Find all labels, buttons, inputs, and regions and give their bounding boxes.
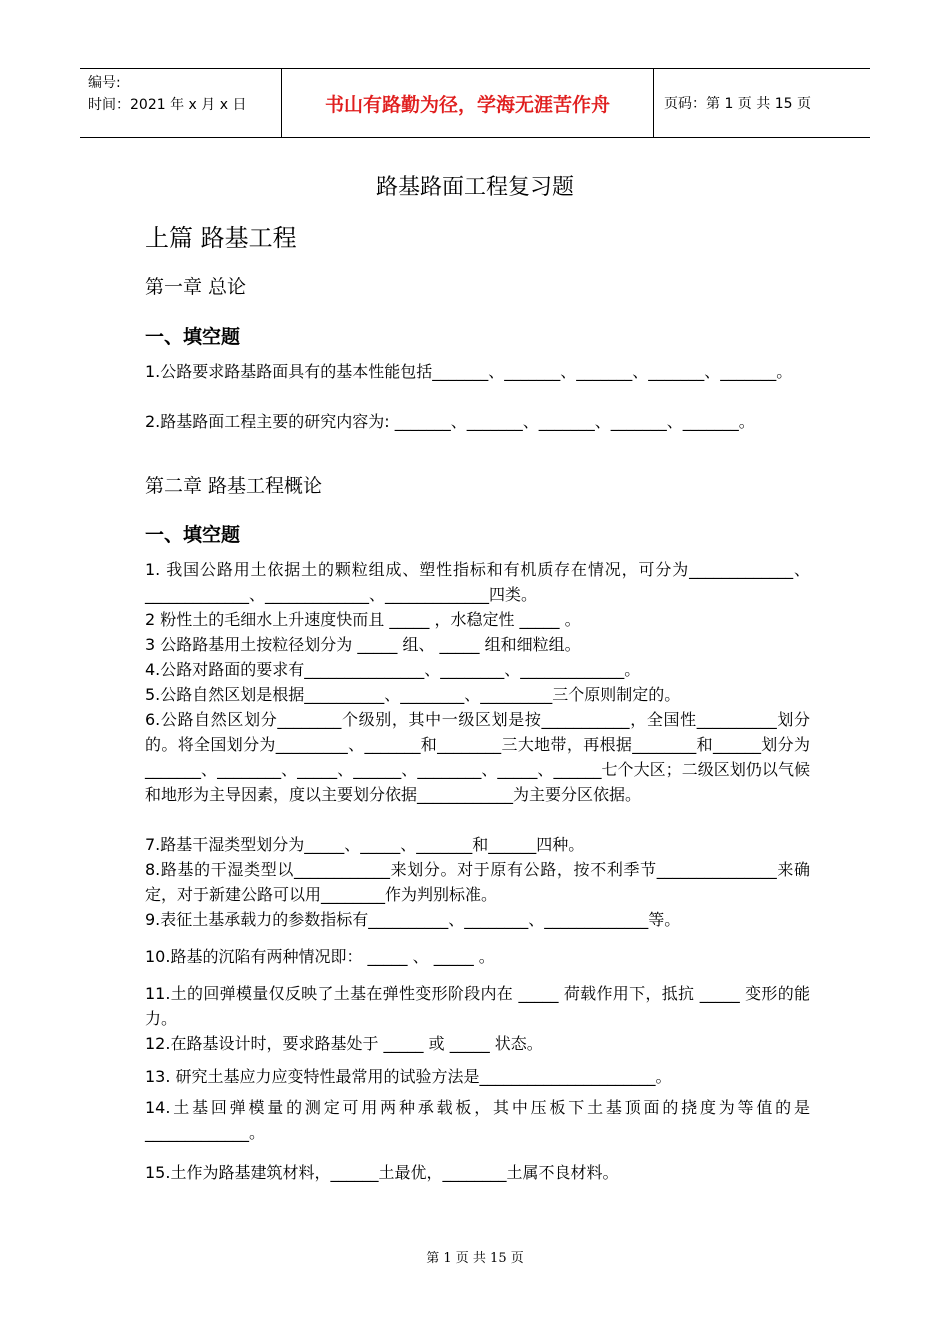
- ch2-question-1: 1. 我国公路用土依据土的颗粒组成、塑性指标和有机质存在情况，可分为_____________、_____________、_____________、_____________四类。: [145, 560, 810, 604]
- ch2-question-11: 11.土的回弹模量仅反映了土基在弹性变形阶段内在 _____ 荷载作用下，抵抗 _____ 变形的能力。: [145, 984, 810, 1028]
- ch2-question-15: 15.土作为路基建筑材料，______土最优，________土属不良材料。: [145, 1163, 619, 1182]
- ch2-question-13: 13. 研究土基应力应变特性最常用的试验方法是______________________。: [145, 1067, 672, 1086]
- document-title: 路基路面工程复习题: [375, 175, 574, 200]
- page-footer: 第 1 页 共 15 页: [426, 1251, 524, 1266]
- ch2-question-10: 10.路基的沉陷有两种情况即： _____ 、 _____ 。: [145, 947, 495, 966]
- ch2-question-5: 5.公路自然区划是根据__________、________、_________三个原则制定的。: [145, 685, 681, 704]
- header-number-label: 编号:: [88, 75, 121, 91]
- ch1-question-2: 2.路基路面工程主要的研究内容为: _______、_______、_______、_______、_______。: [145, 412, 755, 431]
- part-heading: 上篇 路基工程: [145, 224, 297, 252]
- ch2-question-14: 14.土基回弹模量的测定可用两种承载板，其中压板下土基顶面的挠度为等值的是_____________。: [145, 1098, 810, 1142]
- ch1-question-1: 1.公路要求路基路面具有的基本性能包括_______、_______、_______、_______、_______。: [145, 362, 793, 381]
- document-header: [80, 68, 870, 138]
- ch2-question-9: 9.表征土基承载力的参数指标有__________、________、_____________等。: [145, 910, 681, 929]
- header-page-info: 页码：第 1 页 共 15 页: [664, 96, 811, 112]
- ch2-question-7: 7.路基干湿类型划分为_____、_____、_______和______四种。: [145, 835, 585, 854]
- header-time-label: 时间：2021 年 x 月 x 日: [88, 97, 247, 113]
- chapter-2-section-heading: 一、填空题: [145, 524, 241, 546]
- header-meta: [80, 69, 282, 137]
- ch2-question-4: 4.公路对路面的要求有_______________、________、_____________。: [145, 660, 641, 679]
- ch2-question-2: 2 粉性土的毛细水上升速度快而且 _____ ，水稳定性 _____ 。: [145, 610, 581, 629]
- ch2-question-6: 6.公路自然区划分________个级别，其中一级区划是按___________，全国性__________划分的。将全国划分为_________、_______和________三大地带，再根据________和______划分为_______、________、_____、______、________、_____、______七个大区；二级区划仍以气候和地形为主导因素，度以主要划分依据____________为主要分区依据。: [145, 710, 810, 804]
- chapter-1-heading: 第一章 总论: [145, 276, 247, 298]
- chapter-1-section-heading: 一、填空题: [145, 326, 241, 348]
- ch2-question-3: 3 公路路基用土按粒径划分为 _____ 组、 _____ 组和细粒组。: [145, 635, 581, 654]
- ch2-question-12: 12.在路基设计时，要求路基处于 _____ 或 _____ 状态。: [145, 1034, 543, 1053]
- ch2-question-8: 8.路基的干湿类型以____________来划分。对于原有公路，按不利季节_______________来确定，对于新建公路可以用________作为判别标准。: [145, 860, 810, 904]
- header-motto: 书山有路勤为径，学海无涯苦作舟: [282, 69, 654, 137]
- chapter-2-heading: 第二章 路基工程概论: [145, 475, 323, 497]
